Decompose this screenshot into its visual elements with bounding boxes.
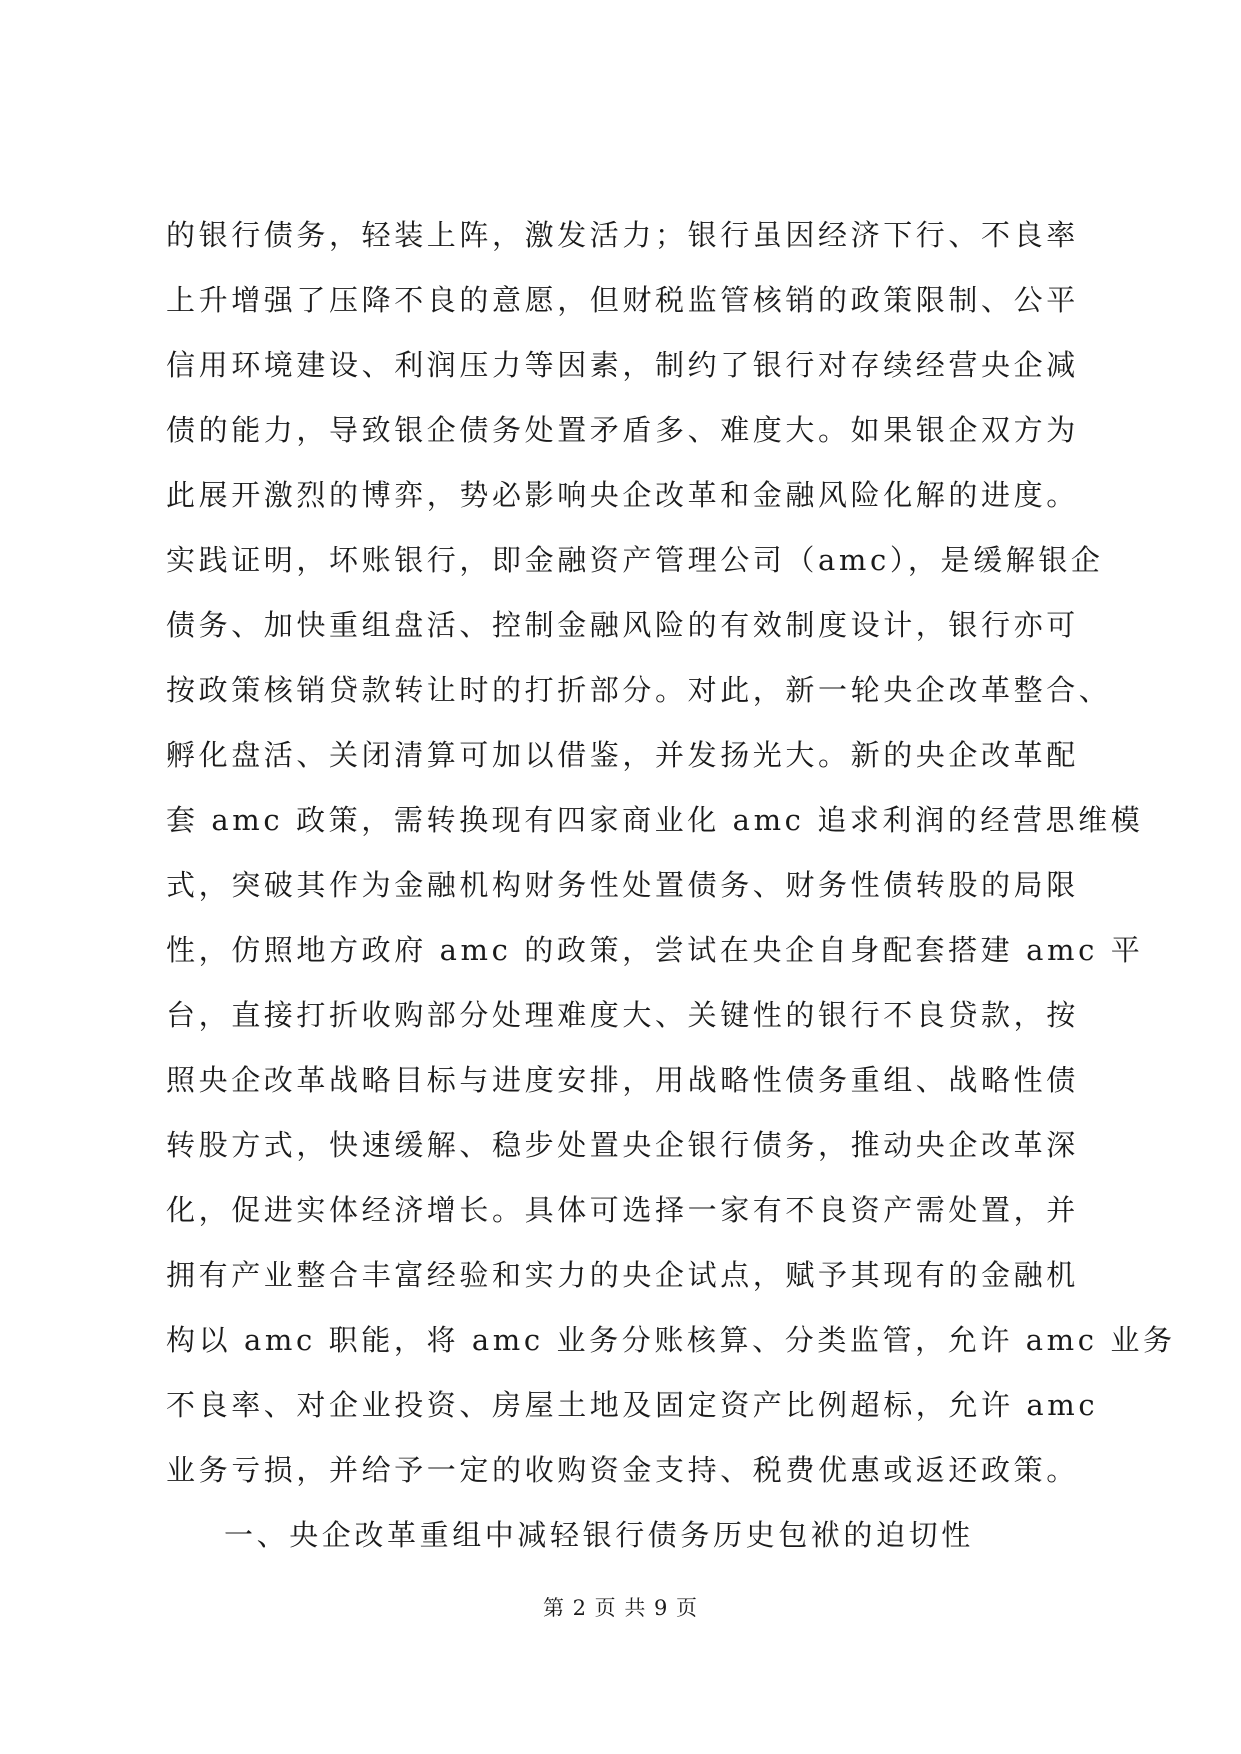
section-heading: 一、央企改革重组中减轻银行债务历史包袱的迫切性	[224, 1518, 974, 1552]
text-line: 台，直接打折收购部分处理难度大、关键性的银行不良贷款，按	[166, 998, 1079, 1032]
text-line: 性，仿照地方政府 amc 的政策，尝试在央企自身配套搭建 amc 平	[166, 933, 1144, 967]
text-line: 转股方式，快速缓解、稳步处置央企银行债务，推动央企改革深	[166, 1128, 1079, 1162]
text-line: 上升增强了压降不良的意愿，但财税监管核销的政策限制、公平	[166, 283, 1079, 317]
text-line: 的银行债务，轻装上阵，激发活力；银行虽因经济下行、不良率	[166, 218, 1079, 252]
body-paragraph	[166, 203, 1176, 1568]
text-line: 照央企改革战略目标与进度安排，用战略性债务重组、战略性债	[166, 1063, 1079, 1097]
text-line: 信用环境建设、利润压力等因素，制约了银行对存续经营央企减	[166, 348, 1079, 382]
text-line: 债的能力，导致银企债务处置矛盾多、难度大。如果银企双方为	[166, 413, 1079, 447]
text-line: 不良率、对企业投资、房屋土地及固定资产比例超标，允许 amc	[166, 1388, 1099, 1422]
text-line: 孵化盘活、关闭清算可加以借鉴，并发扬光大。新的央企改革配	[166, 738, 1079, 772]
text-line: 构以 amc 职能，将 amc 业务分账核算、分类监管，允许 amc 业务	[166, 1323, 1176, 1357]
text-line: 按政策核销贷款转让时的打折部分。对此，新一轮央企改革整合、	[166, 673, 1112, 707]
text-line: 债务、加快重组盘活、控制金融风险的有效制度设计，银行亦可	[166, 608, 1079, 642]
text-line: 业务亏损，并给予一定的收购资金支持、税费优惠或返还政策。	[166, 1453, 1079, 1487]
page-footer: 第 2 页 共 9 页	[542, 1596, 699, 1620]
text-line: 拥有产业整合丰富经验和实力的央企试点，赋予其现有的金融机	[166, 1258, 1079, 1292]
text-line: 实践证明，坏账银行，即金融资产管理公司（amc），是缓解银企	[166, 543, 1104, 577]
text-line: 式，突破其作为金融机构财务性处置债务、财务性债转股的局限	[166, 868, 1079, 902]
text-line: 化，促进实体经济增长。具体可选择一家有不良资产需处置，并	[166, 1193, 1079, 1227]
text-line: 此展开激烈的博弈，势必影响央企改革和金融风险化解的进度。	[166, 478, 1079, 512]
text-line: 套 amc 政策，需转换现有四家商业化 amc 追求利润的经营思维模	[166, 803, 1144, 837]
